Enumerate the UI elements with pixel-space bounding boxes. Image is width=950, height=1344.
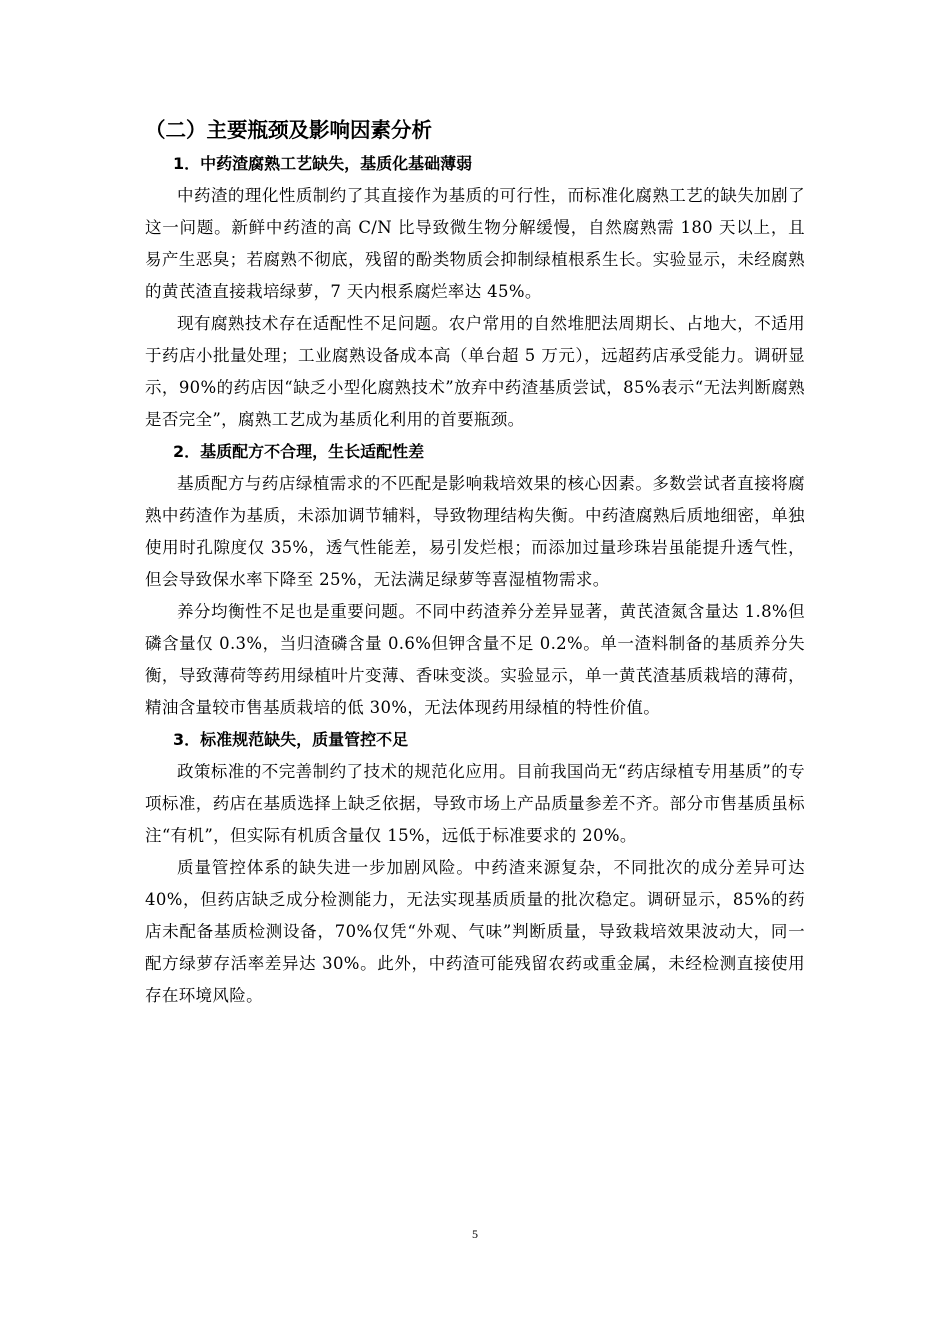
- section-title: （二）主要瓶颈及影响因素分析: [145, 118, 432, 142]
- subsection-heading-1: 1．中药渣腐熟工艺缺失，基质化基础薄弱: [173, 154, 473, 173]
- page-number: 5: [472, 1227, 478, 1241]
- subsection-heading-2: 2．基质配方不合理，生长适配性差: [173, 442, 425, 461]
- page-content: [145, 112, 805, 1012]
- paragraph: 质量管控体系的缺失进一步加剧风险。中药渣来源复杂，不同批次的成分差异可达 40%，但药店缺乏成分检测能力，无法实现基质质量的批次稳定。调研显示，85%的药店未配备基质检测设备，70%仅凭“外观、气味”判断质量，导致栽培效果波动大，同一配方绿萝存活率差异达 30%。此外，中药渣可能残留农药或重金属，未经检测直接使用存在环境风险。: [145, 858, 805, 1005]
- paragraph: 政策标准的不完善制约了技术的规范化应用。目前我国尚无“药店绿植专用基质”的专项标准，药店在基质选择上缺乏依据，导致市场上产品质量参差不齐。部分市售基质虽标注“有机”，但实际有机质含量仅 15%，远低于标准要求的 20%。: [145, 762, 805, 845]
- paragraph: 基质配方与药店绿植需求的不匹配是影响栽培效果的核心因素。多数尝试者直接将腐熟中药渣作为基质，未添加调节辅料，导致物理结构失衡。中药渣腐熟后质地细密，单独使用时孔隙度仅 35%，透气性能差，易引发烂根；而添加过量珍珠岩虽能提升透气性，但会导致保水率下降至 25%，无法满足绿萝等喜湿植物需求。: [145, 474, 805, 589]
- paragraph: 现有腐熟技术存在适配性不足问题。农户常用的自然堆肥法周期长、占地大，不适用于药店小批量处理；工业腐熟设备成本高（单台超 5 万元），远超药店承受能力。调研显示，90%的药店因“缺乏小型化腐熟技术”放弃中药渣基质尝试，85%表示“无法判断腐熟是否完全”，腐熟工艺成为基质化利用的首要瓶颈。: [145, 314, 805, 429]
- subsection-heading-3: 3．标准规范缺失，质量管控不足: [173, 730, 409, 749]
- paragraph: 中药渣的理化性质制约了其直接作为基质的可行性，而标准化腐熟工艺的缺失加剧了这一问题。新鲜中药渣的高 C/N 比导致微生物分解缓慢，自然腐熟需 180 天以上，且易产生恶臭；若腐熟不彻底，残留的酚类物质会抑制绿植根系生长。实验显示，未经腐熟的黄芪渣直接栽培绿萝，7 天内根系腐烂率达 45%。: [145, 186, 805, 301]
- paragraph: 养分均衡性不足也是重要问题。不同中药渣养分差异显著，黄芪渣氮含量达 1.8%但磷含量仅 0.3%，当归渣磷含量 0.6%但钾含量不足 0.2%。单一渣料制备的基质养分失衡，导致薄荷等药用绿植叶片变薄、香味变淡。实验显示，单一黄芪渣基质栽培的薄荷，精油含量较市售基质栽培的低 30%，无法体现药用绿植的特性价值。: [145, 602, 805, 717]
